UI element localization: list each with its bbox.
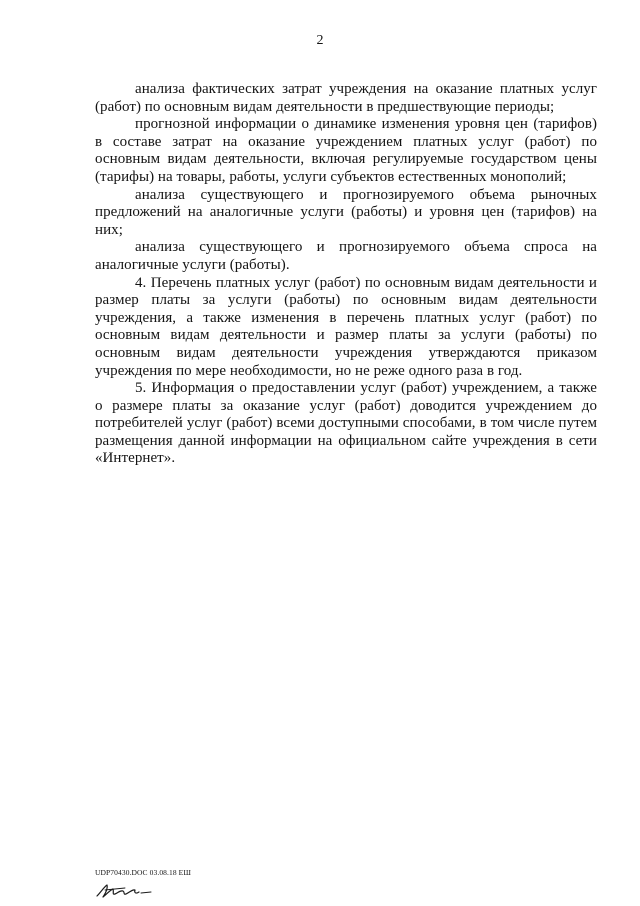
page-number: 2 [316, 33, 324, 48]
paragraph-demand-analysis: анализа существующего и прогнозируемого объема спроса на аналогичные услуги (работы). [95, 239, 597, 273]
footer-doc-code: UDP70430.DOC 03.08.18 ЕШ [95, 868, 192, 877]
paragraph-price-forecast: прогнозной информации о динамике изменения уровня цен (тарифов) в составе затрат на оказание учреждением платных услуг (работ) по основным видам деятельности, включая регулируемые государством цены (тарифы) на товары, работы, услуги субъектов естественных монополий; [95, 116, 597, 185]
paragraph-item-5: 5. Информация о предоставлении услуг (работ) учреждением, а также о размере платы за оказание услуг (работ) доводится учреждением до потребителей услуг (работ) всеми доступными способами, в том числе путем размещения данной информации на официальном сайте учреждения в сети «Интернет». [95, 380, 597, 467]
paragraph-cost-analysis: анализа фактических затрат учреждения на оказание платных услуг (работ) по основным видам деятельности в предшествующие периоды; [95, 81, 597, 115]
document-body [95, 81, 597, 468]
paragraph-item-4: 4. Перечень платных услуг (работ) по основным видам деятельности и размер платы за услуги (работы) по основным видам деятельности учреждения, а также изменения в перечень платных услуг (работ) по основным видам деятельности и размер платы за услуги (работы) по основным видам деятельности учреждения утверждаются приказом учреждения по мере необходимости, но не реже одного раза в год. [95, 274, 597, 379]
handwritten-signature [95, 881, 155, 906]
paragraph-market-supply: анализа существующего и прогнозируемого объема рыночных предложений на аналогичные услуги (работы) и уровня цен (тарифов) на них; [95, 186, 597, 238]
